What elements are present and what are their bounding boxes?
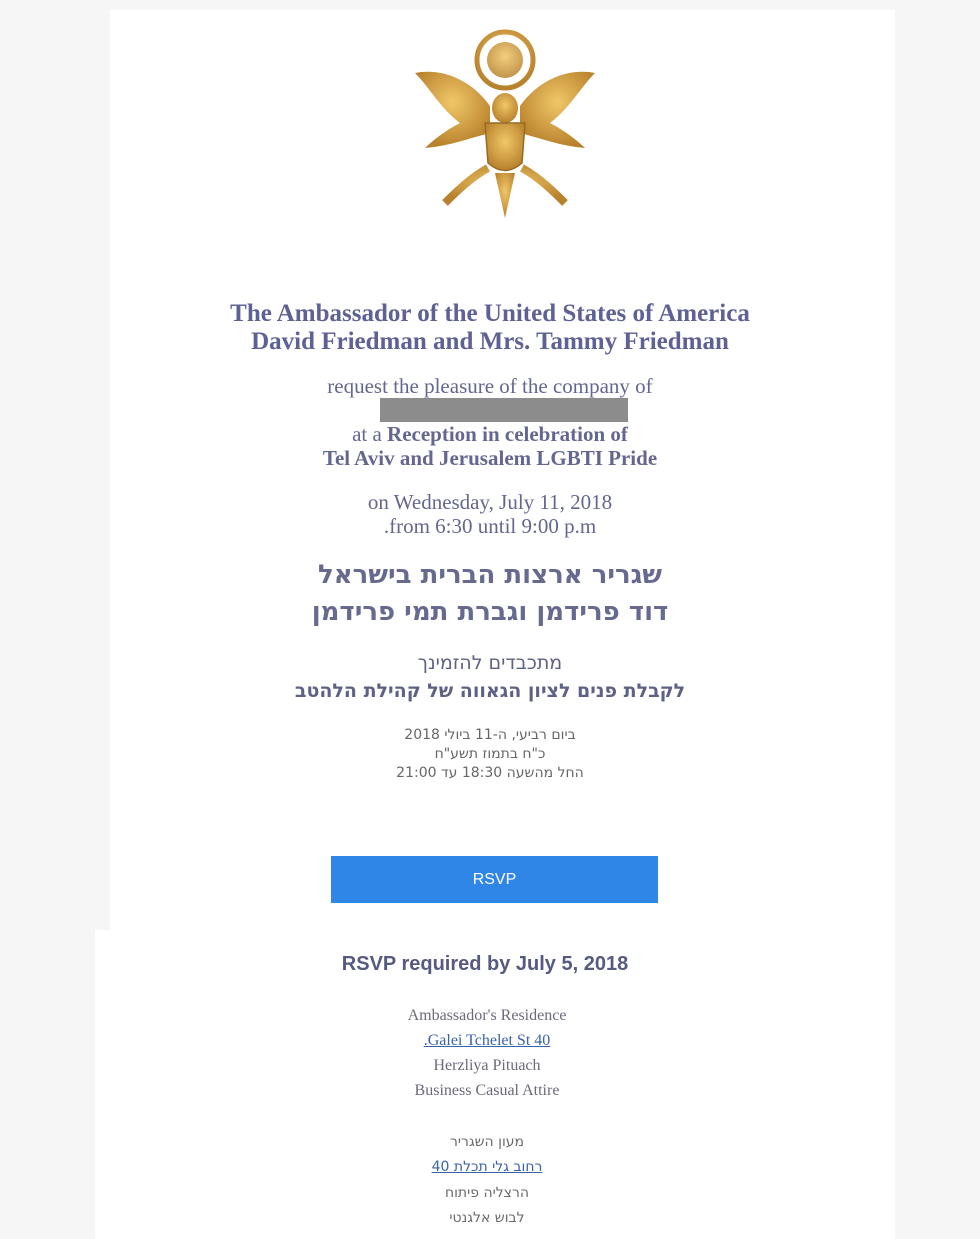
en-reception: Reception in celebration of	[387, 422, 628, 446]
he-title-line2: דוד פרידמן וגברת תמי פרידמן	[311, 597, 669, 627]
en-time: .from 6:30 until 9:00 p.m	[383, 514, 597, 538]
en-attire: Business Casual Attire	[414, 1082, 560, 1099]
he-reception: לקבלת פנים לציון הגאווה של קהילת הלהטב	[294, 680, 686, 702]
en-city: Herzliya Pituach	[433, 1057, 541, 1074]
en-title-line2: David Friedman and Mrs. Tammy Friedman	[251, 328, 729, 355]
en-date: on Wednesday, July 11, 2018	[367, 490, 613, 514]
he-title-line1: שגריר ארצות הברית בישראל	[317, 560, 663, 590]
redacted-guest-name	[380, 398, 628, 422]
he-street-link[interactable]: רחוב גלי תכלת 40	[431, 1159, 543, 1175]
en-request: request the pleasure of the company of	[327, 374, 653, 398]
en-street-link[interactable]: .Galei Tchelet St 40	[423, 1032, 551, 1049]
he-time: החל מהשעה 18:30 עד 21:00	[396, 765, 584, 781]
he-city: הרצליה פיתוח	[444, 1185, 530, 1201]
rsvp-button[interactable]: RSVP	[331, 856, 658, 903]
he-attire: לבוש אלגנטי	[449, 1210, 525, 1226]
en-at-a: at a	[352, 422, 388, 446]
en-venue: Ambassador's Residence	[407, 1007, 567, 1024]
he-invite: מתכבדים להזמינך	[417, 652, 563, 674]
en-reception-line	[0, 422, 980, 447]
he-date: ביום רביעי, ה-11 ביולי 2018	[404, 727, 576, 743]
en-title-line1: The Ambassador of the United States of America	[230, 300, 750, 327]
he-venue: מעון השגריר	[449, 1134, 525, 1150]
rsvp-deadline: RSVP required by July 5, 2018	[341, 953, 629, 975]
en-pride: Tel Aviv and Jerusalem LGBTI Pride	[322, 446, 658, 470]
he-hebrew-date: כ"ח בתמוז תשע"ח	[434, 746, 546, 762]
us-great-seal-icon	[410, 28, 600, 220]
